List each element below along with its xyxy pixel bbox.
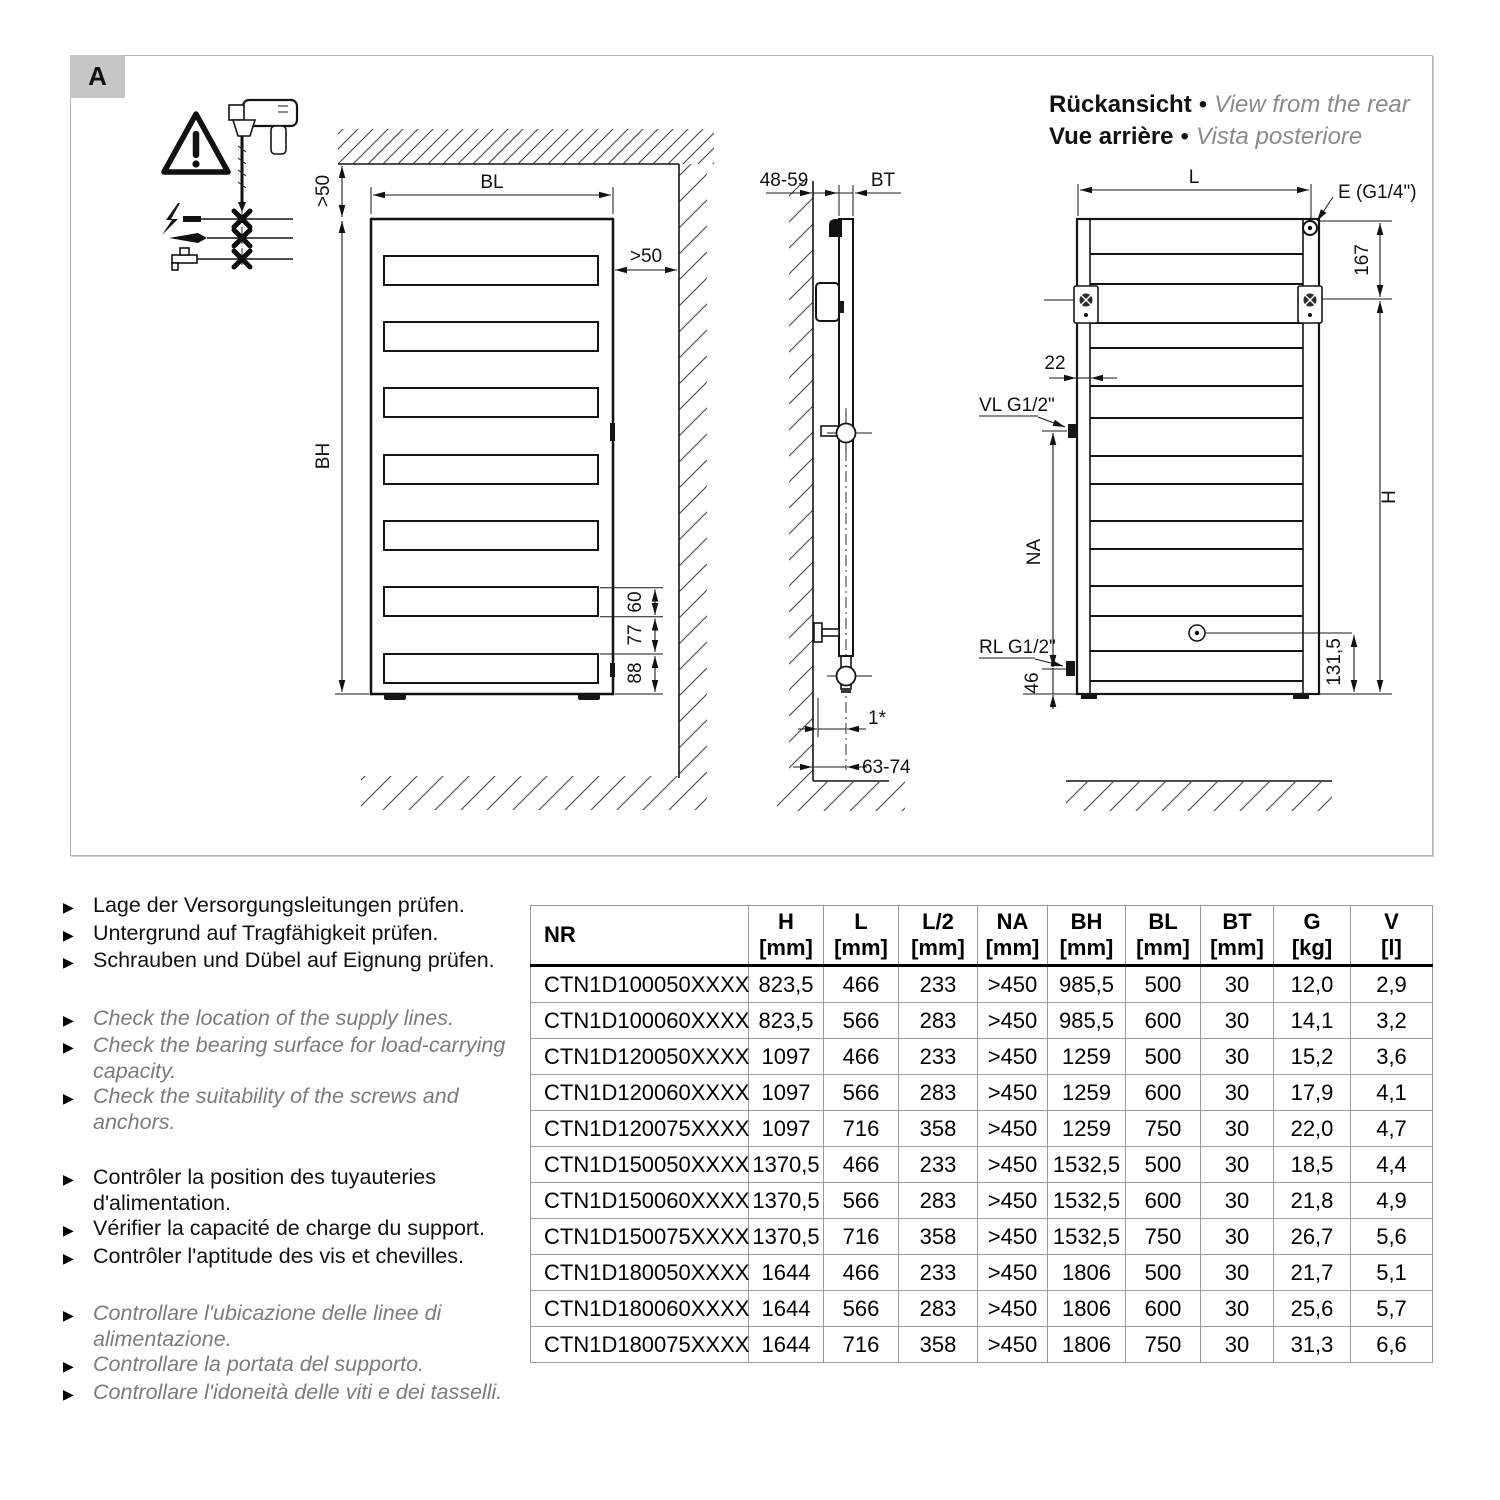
table-cell: 566	[824, 1291, 899, 1327]
table-cell: 30	[1201, 1003, 1274, 1039]
column-header-L/2: L/2 [mm]	[899, 906, 978, 966]
table-cell: >450	[978, 1111, 1048, 1147]
checklist-item	[63, 1033, 535, 1084]
checklist-text: Controllare l'ubicazione delle linee di alimentazione.	[93, 1301, 442, 1351]
triangle-bullet-icon: ▶	[63, 1171, 74, 1187]
table-cell: 30	[1201, 1183, 1274, 1219]
table-cell: 233	[899, 1255, 978, 1291]
table-cell: 31,3	[1274, 1327, 1351, 1363]
triangle-bullet-icon: ▶	[63, 1249, 74, 1266]
mounting-bracket-right	[1298, 286, 1322, 323]
checklist-group-en	[63, 1006, 535, 1136]
dim-label-vl: VL G1/2"	[979, 395, 1055, 416]
table-cell: >450	[978, 1003, 1048, 1039]
panel-label: A	[70, 55, 125, 98]
checklist-item	[63, 1352, 535, 1380]
table-cell: 233	[899, 1039, 978, 1075]
table-cell: 566	[824, 1003, 899, 1039]
table-cell: >450	[978, 1183, 1048, 1219]
table-cell: >450	[978, 1147, 1048, 1183]
table-cell: >450	[978, 1327, 1048, 1363]
table-cell: 1370,5	[749, 1183, 824, 1219]
table-cell: 716	[824, 1111, 899, 1147]
table-cell: 1259	[1048, 1111, 1126, 1147]
table-cell: >450	[978, 1291, 1048, 1327]
table-cell: CTN1D180060XXXX	[531, 1291, 749, 1327]
table-cell: 30	[1201, 966, 1274, 1003]
table-cell: CTN1D120050XXXX	[531, 1039, 749, 1075]
table-cell: 466	[824, 1039, 899, 1075]
table-cell: 600	[1126, 1075, 1201, 1111]
table-cell: 12,0	[1274, 966, 1351, 1003]
checklist-item	[63, 1380, 535, 1408]
table-cell: 500	[1126, 1147, 1201, 1183]
table-cell: 26,7	[1274, 1219, 1351, 1255]
table-cell: >450	[978, 1039, 1048, 1075]
installation-diagram	[71, 56, 1432, 855]
checklist-text: Controllare la portata del supporto.	[93, 1352, 425, 1376]
table-cell: 985,5	[1048, 966, 1126, 1003]
title-separator: •	[1198, 91, 1208, 118]
table-cell: 2,9	[1351, 966, 1433, 1003]
table-cell: >450	[978, 1255, 1048, 1291]
table-cell: 283	[899, 1183, 978, 1219]
dim-label-gt50-top: >50	[313, 174, 334, 208]
table-cell: 500	[1126, 966, 1201, 1003]
front-view	[313, 129, 714, 810]
checklist-item	[63, 1006, 535, 1034]
table-cell: CTN1D120075XXXX	[531, 1111, 749, 1147]
table-cell: 3,2	[1351, 1003, 1433, 1039]
table-row	[531, 1327, 1433, 1363]
table-cell: 233	[899, 1147, 978, 1183]
dim-label-60: 60	[625, 591, 646, 613]
table-cell: >450	[978, 1219, 1048, 1255]
table-cell: 1644	[749, 1255, 824, 1291]
table-cell: 1532,5	[1048, 1147, 1126, 1183]
table-cell: 1370,5	[749, 1219, 824, 1255]
column-header-NA: NA [mm]	[978, 906, 1048, 966]
table-cell: 1097	[749, 1075, 824, 1111]
checklist-group-it	[63, 1301, 535, 1407]
triangle-bullet-icon: ▶	[63, 926, 74, 943]
table-cell: 30	[1201, 1327, 1274, 1363]
dim-label-h: H	[1379, 490, 1400, 504]
table-cell: 14,1	[1274, 1003, 1351, 1039]
rear-view-title	[1049, 89, 1410, 153]
checklist-text: Check the location of the supply lines.	[93, 1005, 454, 1030]
table-cell: 233	[899, 966, 978, 1003]
table-cell: 5,1	[1351, 1255, 1433, 1291]
no-drilling-gas-icon	[169, 230, 293, 246]
table-row	[531, 966, 1433, 1003]
table-cell: 1532,5	[1048, 1219, 1126, 1255]
dimensions-table-wrap	[530, 905, 1433, 1363]
column-header-H: H [mm]	[749, 906, 824, 966]
title-de: Rückansicht	[1049, 91, 1192, 118]
column-header-L: L [mm]	[824, 906, 899, 966]
mounting-bracket-left	[1074, 286, 1098, 323]
triangle-bullet-icon: ▶	[63, 1090, 74, 1106]
dim-label-pipe-dist: 63-74	[862, 757, 911, 778]
dim-label-167: 167	[1352, 244, 1373, 276]
table-row	[531, 1147, 1433, 1183]
table-cell: 4,1	[1351, 1075, 1433, 1111]
table-row	[531, 1255, 1433, 1291]
table-cell: 823,5	[749, 966, 824, 1003]
title-en: View from the rear	[1214, 91, 1410, 118]
triangle-bullet-icon: ▶	[63, 899, 74, 915]
table-cell: 500	[1126, 1255, 1201, 1291]
checklist-text: Check the bearing surface for load-carrying capacity.	[93, 1033, 506, 1083]
table-cell: 600	[1126, 1183, 1201, 1219]
table-cell: CTN1D150060XXXX	[531, 1183, 749, 1219]
checklist	[63, 893, 535, 1437]
column-header-BH: BH [mm]	[1048, 906, 1126, 966]
table-cell: 4,9	[1351, 1183, 1433, 1219]
table-cell: 1532,5	[1048, 1183, 1126, 1219]
table-cell: 1806	[1048, 1327, 1126, 1363]
dim-label-22: 22	[1044, 353, 1066, 374]
table-row	[531, 1075, 1433, 1111]
table-cell: 1644	[749, 1291, 824, 1327]
table-cell: 3,6	[1351, 1039, 1433, 1075]
rear-view	[979, 167, 1417, 811]
triangle-bullet-icon: ▶	[63, 1307, 74, 1323]
table-cell: CTN1D120060XXXX	[531, 1075, 749, 1111]
table-cell: 1806	[1048, 1291, 1126, 1327]
dim-label-46: 46	[1022, 672, 1043, 694]
table-head-row	[531, 906, 1433, 966]
checklist-text: Contrôler l'aptitude des vis et chevilles.	[93, 1243, 464, 1268]
checklist-group-fr	[63, 1165, 535, 1271]
table-cell: 600	[1126, 1291, 1201, 1327]
title-it: Vista posteriore	[1195, 123, 1363, 150]
checklist-text: Check the suitability of the screws and anchors.	[93, 1084, 459, 1134]
table-cell: 283	[899, 1075, 978, 1111]
table-cell: 18,5	[1274, 1147, 1351, 1183]
title-separator: •	[1180, 123, 1189, 150]
column-header-BT: BT [mm]	[1201, 906, 1274, 966]
checklist-text: Controllare l'idoneità delle viti e dei tasselli.	[93, 1379, 503, 1404]
triangle-bullet-icon: ▶	[63, 1039, 74, 1055]
checklist-item	[63, 893, 535, 921]
table-cell: 5,6	[1351, 1219, 1433, 1255]
rear-view-title-line1	[1049, 89, 1410, 121]
warning-triangle-icon	[164, 114, 228, 172]
dim-label-bh: BH	[313, 442, 334, 470]
table-cell: 5,7	[1351, 1291, 1433, 1327]
title-fr: Vue arrière	[1049, 123, 1174, 150]
table-cell: 750	[1126, 1327, 1201, 1363]
dim-label-77: 77	[625, 624, 646, 646]
table-cell: CTN1D180050XXXX	[531, 1255, 749, 1291]
vl-connector	[1068, 424, 1077, 438]
table-cell: 716	[824, 1327, 899, 1363]
table-cell: CTN1D100050XXXX	[531, 966, 749, 1003]
table-cell: >450	[978, 1075, 1048, 1111]
table-row	[531, 1003, 1433, 1039]
triangle-bullet-icon: ▶	[63, 1011, 74, 1028]
rear-view-title-line2	[1049, 121, 1410, 153]
table-cell: 750	[1126, 1219, 1201, 1255]
table-cell: 1806	[1048, 1255, 1126, 1291]
column-header-G: G [kg]	[1274, 906, 1351, 966]
table-cell: 21,8	[1274, 1183, 1351, 1219]
dim-label-offset: 1*	[868, 708, 886, 729]
table-cell: 1259	[1048, 1075, 1126, 1111]
table-cell: 17,9	[1274, 1075, 1351, 1111]
table-cell: 358	[899, 1111, 978, 1147]
table-row	[531, 1111, 1433, 1147]
checklist-item	[63, 1216, 535, 1244]
dim-label-bl: BL	[480, 172, 504, 193]
table-cell: 1097	[749, 1111, 824, 1147]
table-cell: 823,5	[749, 1003, 824, 1039]
table-cell: 985,5	[1048, 1003, 1126, 1039]
table-row	[531, 1183, 1433, 1219]
table-cell: 22,0	[1274, 1111, 1351, 1147]
table-cell: 358	[899, 1219, 978, 1255]
checklist-item	[63, 1244, 535, 1272]
dim-label-wall-dist: 48-59	[759, 170, 809, 191]
dim-label-na: NA	[1024, 538, 1045, 566]
column-header-V: V [l]	[1351, 906, 1433, 966]
checklist-group-de	[63, 893, 535, 976]
table-cell: 1644	[749, 1327, 824, 1363]
column-header-BL: BL [mm]	[1126, 906, 1201, 966]
table-cell: 566	[824, 1075, 899, 1111]
table-cell: 466	[824, 966, 899, 1003]
dim-label-e-valve: E (G1/4")	[1338, 182, 1417, 203]
checklist-text: Vérifier la capacité de charge du support.	[93, 1216, 486, 1240]
checklist-text: Schrauben und Dübel auf Eignung prüfen.	[93, 948, 495, 972]
checklist-text: Untergrund auf Tragfähigkeit prüfen.	[93, 920, 439, 945]
air-vent-valve-icon	[1303, 221, 1317, 235]
table-cell: 566	[824, 1183, 899, 1219]
table-cell: 30	[1201, 1147, 1274, 1183]
table-cell: CTN1D150050XXXX	[531, 1147, 749, 1183]
table-row	[531, 1219, 1433, 1255]
checklist-item	[63, 1301, 535, 1352]
table-cell: 358	[899, 1327, 978, 1363]
table-cell: 30	[1201, 1075, 1274, 1111]
column-header-NR: NR	[531, 906, 749, 966]
table-cell: 4,4	[1351, 1147, 1433, 1183]
table-cell: 30	[1201, 1111, 1274, 1147]
table-body	[531, 966, 1433, 1363]
table-cell: CTN1D100060XXXX	[531, 1003, 749, 1039]
triangle-bullet-icon: ▶	[63, 1222, 74, 1238]
table-cell: 30	[1201, 1219, 1274, 1255]
dim-label-bt: BT	[870, 170, 896, 191]
table-cell: 283	[899, 1003, 978, 1039]
table-cell: 15,2	[1274, 1039, 1351, 1075]
table-cell: 600	[1126, 1003, 1201, 1039]
table-cell: 466	[824, 1255, 899, 1291]
table-cell: 6,6	[1351, 1327, 1433, 1363]
table-cell: 30	[1201, 1291, 1274, 1327]
checklist-text: Contrôler la position des tuyauteries d'alimentation.	[93, 1165, 436, 1215]
rl-connector	[1066, 661, 1075, 676]
table-cell: 25,6	[1274, 1291, 1351, 1327]
table-row	[531, 1291, 1433, 1327]
checklist-item	[63, 1165, 535, 1216]
checklist-item	[63, 921, 535, 949]
table-cell: 1370,5	[749, 1147, 824, 1183]
no-drilling-electric-icon	[162, 203, 293, 235]
table-cell: 30	[1201, 1255, 1274, 1291]
table-cell: 716	[824, 1219, 899, 1255]
table-cell: 1259	[1048, 1039, 1126, 1075]
dimensions-table	[530, 905, 1433, 1363]
table-cell: 466	[824, 1147, 899, 1183]
table-cell: 4,7	[1351, 1111, 1433, 1147]
dim-label-rl: RL G1/2"	[979, 637, 1056, 658]
triangle-bullet-icon: ▶	[63, 1358, 74, 1374]
table-cell: 30	[1201, 1039, 1274, 1075]
table-cell: 500	[1126, 1039, 1201, 1075]
table-cell: >450	[978, 966, 1048, 1003]
triangle-bullet-icon: ▶	[63, 1385, 74, 1402]
table-cell: CTN1D150075XXXX	[531, 1219, 749, 1255]
drill-icon	[229, 100, 297, 212]
dim-label-88: 88	[625, 662, 646, 684]
checklist-text: Lage der Versorgungsleitungen prüfen.	[93, 893, 465, 917]
table-row	[531, 1039, 1433, 1075]
side-view	[760, 170, 911, 811]
no-drilling-water-icon	[172, 248, 293, 270]
table-cell: CTN1D180075XXXX	[531, 1327, 749, 1363]
checklist-item	[63, 948, 535, 976]
table-cell: 1097	[749, 1039, 824, 1075]
table-cell: 750	[1126, 1111, 1201, 1147]
checklist-item	[63, 1084, 535, 1135]
triangle-bullet-icon: ▶	[63, 954, 74, 970]
dim-label-131-5: 131,5	[1324, 638, 1345, 686]
diagram-panel-a	[70, 55, 1433, 856]
dim-label-gt50-side: >50	[629, 246, 663, 267]
dim-label-l: L	[1188, 167, 1200, 188]
table-cell: 21,7	[1274, 1255, 1351, 1291]
table-cell: 283	[899, 1291, 978, 1327]
